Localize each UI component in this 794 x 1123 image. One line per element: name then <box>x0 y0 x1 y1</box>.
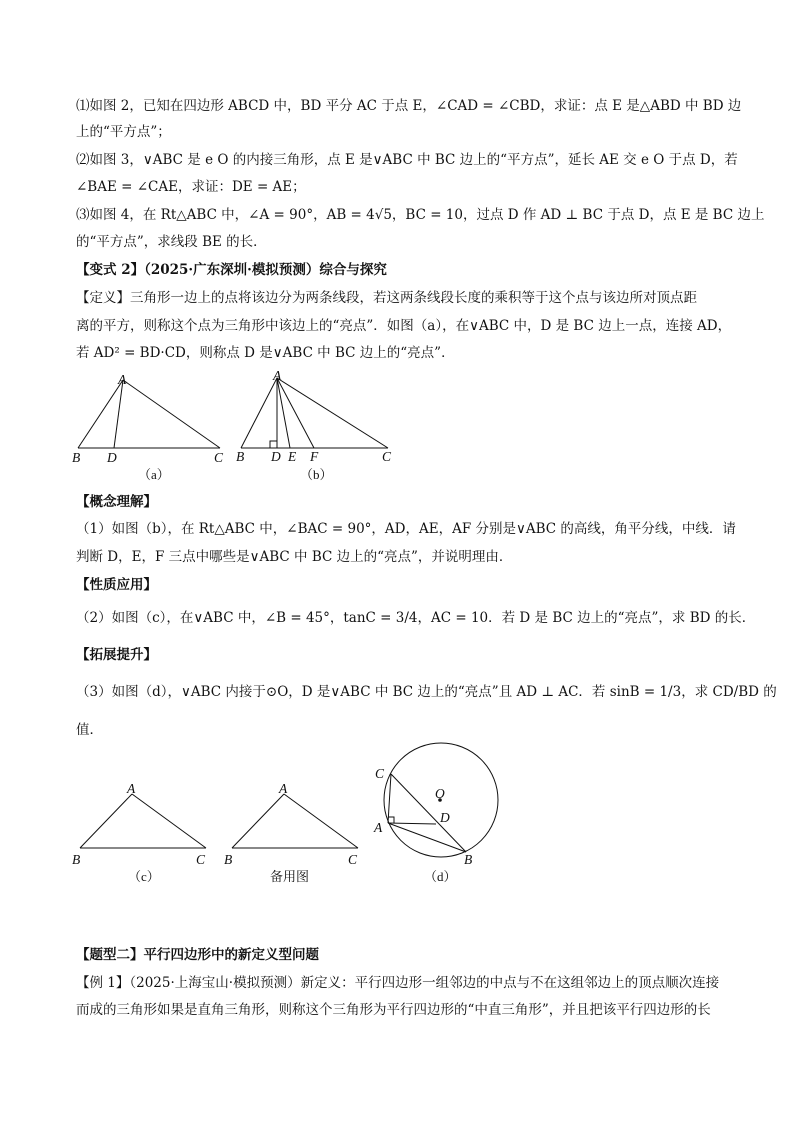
text-line: 的“平方点”，求线段 BE 的长． <box>76 234 267 250</box>
label-a-D: D <box>107 450 117 465</box>
label-d-O: O <box>435 786 445 801</box>
label-c-A: A <box>127 781 136 796</box>
label-b-A: A <box>273 368 282 383</box>
text-line: （3）如图（d），∨ABC 内接于⊙O，D 是∨ABC 中 BC 边上的“亮点”且 AD ⊥ AC．若 sinB = 1/3，求 CD/BD 的 <box>76 684 777 700</box>
figure-d <box>370 752 510 867</box>
figure-c <box>70 778 220 868</box>
label-spare-A: A <box>279 781 288 796</box>
text-line: 判断 D，E，F 三点中哪些是∨ABC 中 BC 边上的“亮点”，并说明理由． <box>76 549 513 565</box>
label-d-C: C <box>375 766 385 781</box>
label-spare-C: C <box>348 852 358 867</box>
label-a-B: B <box>72 450 81 465</box>
figure-b <box>232 368 402 464</box>
label-b-C: C <box>382 449 392 464</box>
text-line: 【例 1】（2025·上海宝山·模拟预测）新定义：平行四边形一组邻边的中点与不在这组邻边上的顶点顺次连接 <box>76 975 720 991</box>
section-heading: 【变式 2】（2025·广东深圳·模拟预测）综合与探究 <box>76 262 387 278</box>
text-line: ∠BAE = ∠CAE，求证：DE = AE； <box>76 179 306 195</box>
caption-spare: 备用图 <box>270 869 310 884</box>
label-b-F: F <box>310 449 319 464</box>
text-line: 值． <box>76 722 103 738</box>
caption-c: （c） <box>128 869 160 884</box>
text-line: 【定义】三角形一边上的点将该边分为两条线段，若这两条线段长度的乘积等于这个点与该边所对顶点距 <box>76 290 697 306</box>
label-spare-B: B <box>224 852 233 867</box>
section-heading: 【性质应用】 <box>76 577 157 593</box>
text-line: （2）如图（c），在∨ABC 中，∠B = 45°，tanC = 3/4，AC = 10．若 D 是 BC 边上的“亮点”，求 BD 的长． <box>76 610 756 626</box>
label-a-A: A <box>118 372 127 387</box>
label-d-B: B <box>464 852 473 867</box>
label-c-C: C <box>196 852 206 867</box>
caption-b: （b） <box>300 467 333 482</box>
caption-a: （a） <box>138 467 170 482</box>
figure-spare <box>222 778 372 868</box>
label-a-C: C <box>214 450 224 465</box>
text-line: ⑴如图 2，已知在四边形 ABCD 中，BD 平分 AC 于点 E，∠CAD = ∠CBD，求证：点 E 是△ABD 中 BD 边 <box>76 98 742 114</box>
text-line: ⑵如图 3，∨ABC 是 e O 的内接三角形，点 E 是∨ABC 中 BC 边上的“平方点”，延长 AE 交 e O 于点 D，若 <box>76 152 738 168</box>
caption-d: （d） <box>424 869 457 884</box>
section-heading: 【题型二】平行四边形中的新定义型问题 <box>76 947 319 963</box>
label-b-D: D <box>271 449 281 464</box>
label-b-E: E <box>288 449 297 464</box>
text-line: 上的“平方点”； <box>76 124 171 140</box>
text-line: （1）如图（b），在 Rt△ABC 中，∠BAC = 90°，AD，AE，AF 分别是∨ABC 的高线，角平分线，中线．请 <box>76 521 736 537</box>
section-heading: 【拓展提升】 <box>76 647 157 663</box>
label-b-B: B <box>236 449 245 464</box>
label-d-A: A <box>374 820 383 835</box>
text-line: 若 AD² = BD·CD，则称点 D 是∨ABC 中 BC 边上的“亮点”． <box>76 345 455 361</box>
text-line: 而成的三角形如果是直角三角形，则称这个三角形为平行四边形的“中直三角形”，并且把该平行四边形的长 <box>76 1002 711 1018</box>
text-line: 离的平方，则称这个点为三角形中该边上的“亮点”．如图（a），在∨ABC 中，D 是 BC 边上一点，连接 AD， <box>76 318 732 334</box>
section-heading: 【概念理解】 <box>76 494 157 510</box>
figure-a <box>70 370 230 465</box>
label-c-B: B <box>72 852 81 867</box>
text-line: ⑶如图 4，在 Rt△ABC 中，∠A = 90°，AB = 4√5，BC = 10，过点 D 作 AD ⊥ BC 于点 D，点 E 是 BC 边上 <box>76 207 765 223</box>
label-d-D: D <box>440 810 450 825</box>
